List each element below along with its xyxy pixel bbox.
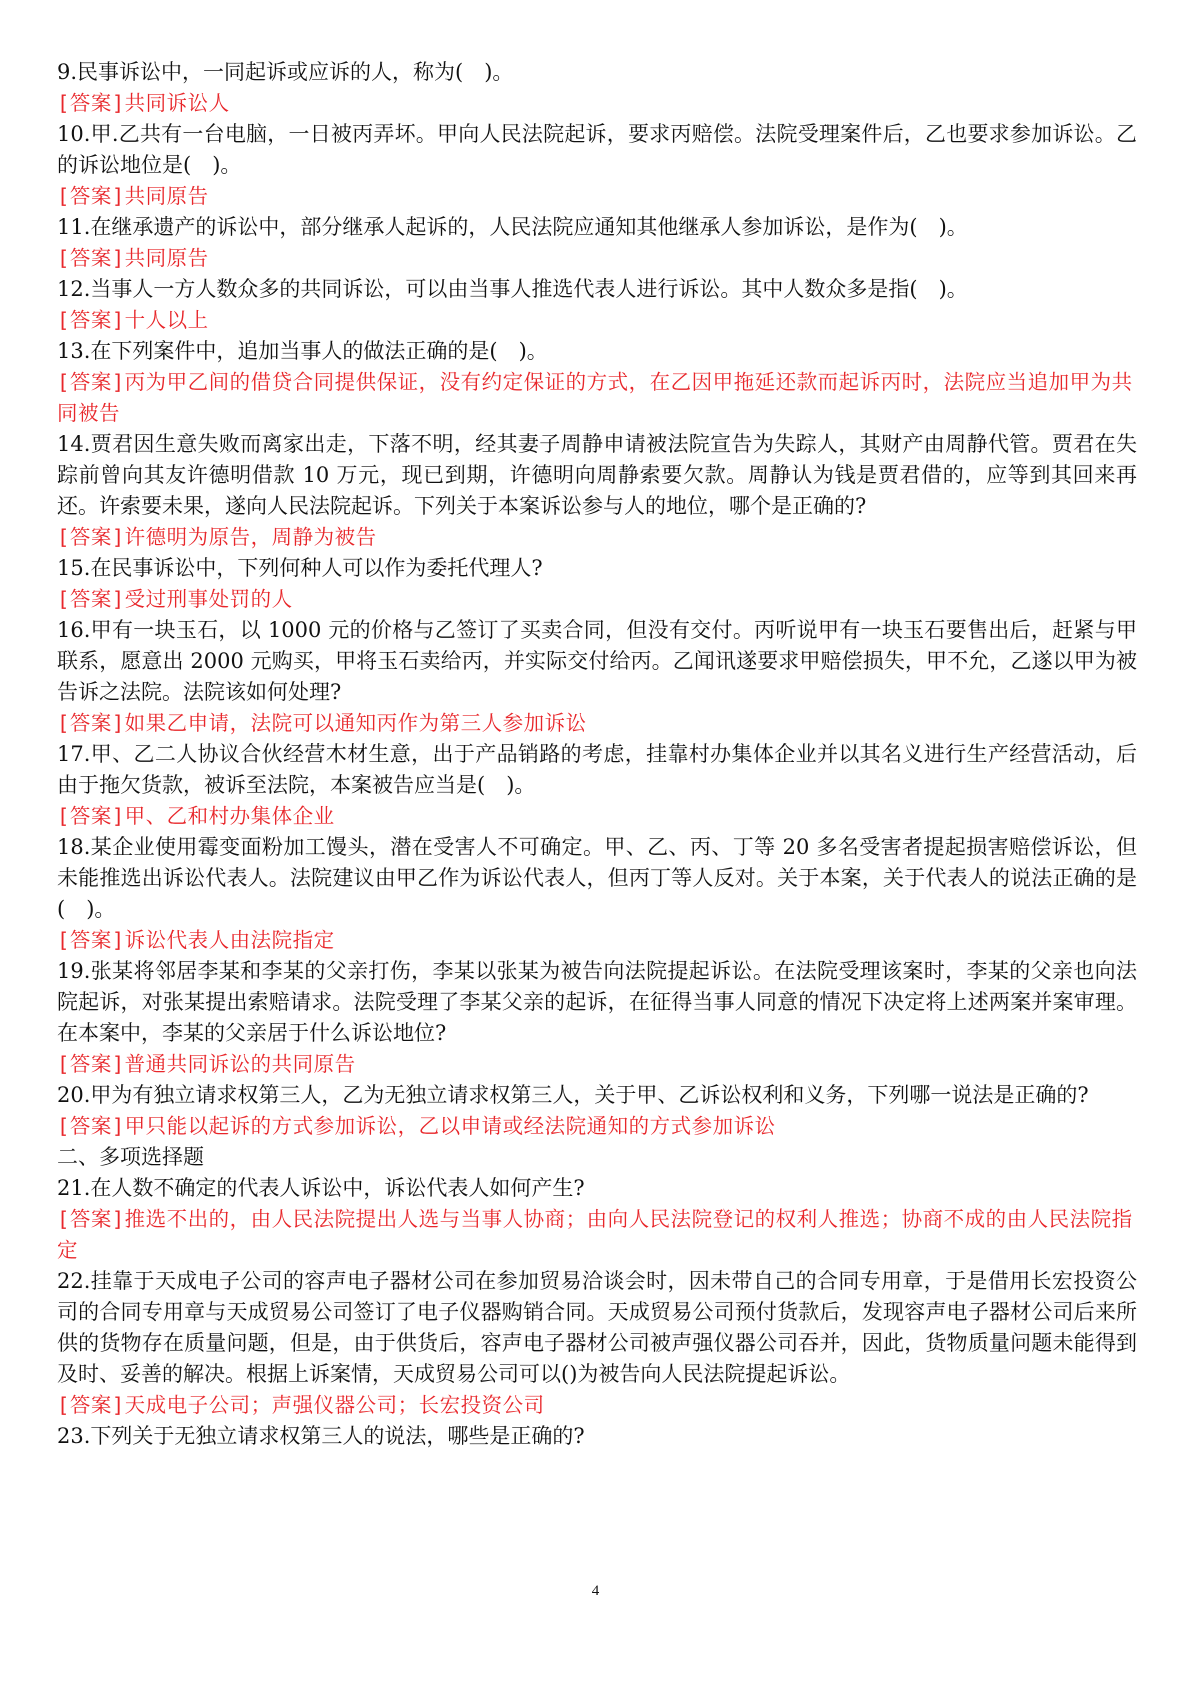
question-20: 20.甲为有独立请求权第三人，乙为无独立请求权第三人，关于甲、乙诉讼权利和义务，下列哪一说法是正确的? (57, 1083, 1089, 1107)
document-body (57, 57, 1137, 1452)
question-21: 21.在人数不确定的代表人诉讼中，诉讼代表人如何产生? (57, 1176, 585, 1200)
answer-15: [答案]受过刑事处罚的人 (57, 587, 293, 611)
question-13: 13.在下列案件中，追加当事人的做法正确的是( )。 (57, 339, 548, 363)
answer-10: [答案]共同原告 (57, 184, 209, 208)
answer-13: [答案]丙为甲乙间的借贷合同提供保证，没有约定保证的方式，在乙因甲拖延还款而起诉丙时，法院应当追加甲为共同被告 (57, 370, 1133, 425)
question-9: 9.民事诉讼中，一同起诉或应诉的人，称为( )。 (57, 60, 514, 84)
answer-17: [答案]甲、乙和村办集体企业 (57, 804, 335, 828)
answer-18: [答案]诉讼代表人由法院指定 (57, 928, 335, 952)
question-17: 17.甲、乙二人协议合伙经营木材生意，出于产品销路的考虑，挂靠村办集体企业并以其名义进行生产经营活动，后由于拖欠货款，被诉至法院，本案被告应当是( )。 (57, 742, 1137, 797)
answer-21: [答案]推选不出的，由人民法院提出人选与当事人协商；由向人民法院登记的权利人推选；协商不成的由人民法院指定 (57, 1207, 1133, 1262)
question-16: 16.甲有一块玉石，以 1000 元的价格与乙签订了买卖合同，但没有交付。丙听说甲有一块玉石要售出后，赶紧与甲联系，愿意出 2000 元购买，甲将玉石卖给丙，并实际交付给丙。乙闻讯遂要求甲赔偿损失，甲不允，乙遂以甲为被告诉之法院。法院该如何处理? (57, 618, 1137, 704)
answer-16: [答案]如果乙申请，法院可以通知丙作为第三人参加诉讼 (57, 711, 587, 735)
question-15: 15.在民事诉讼中，下列何种人可以作为委托代理人? (57, 556, 543, 580)
question-12: 12.当事人一方人数众多的共同诉讼，可以由当事人推选代表人进行诉讼。其中人数众多是指( )。 (57, 277, 968, 301)
question-10: 10.甲.乙共有一台电脑，一日被丙弄坏。甲向人民法院起诉，要求丙赔偿。法院受理案件后，乙也要求参加诉讼。乙的诉讼地位是( )。 (57, 122, 1137, 177)
answer-19: [答案]普通共同诉讼的共同原告 (57, 1052, 356, 1076)
question-14: 14.贾君因生意失败而离家出走，下落不明，经其妻子周静申请被法院宣告为失踪人，其财产由周静代管。贾君在失踪前曾向其友许德明借款 10 万元，现已到期，许德明向周静索要欠款。周静认为钱是贾君借的，应等到其回来再还。许索要未果，遂向人民法院起诉。下列关于本案诉讼参与人的地位，哪个是正确的? (57, 432, 1137, 518)
section-heading: 二、多项选择题 (57, 1145, 204, 1169)
question-22: 22.挂靠于天成电子公司的容声电子器材公司在参加贸易洽谈会时，因未带自己的合同专用章，于是借用长宏投资公司的合同专用章与天成贸易公司签订了电子仪器购销合同。天成贸易公司预付货款后，发现容声电子器材公司后来所供的货物存在质量问题，但是，由于供货后，容声电子器材公司被声强仪器公司吞并，因此，货物质量问题未能得到及时、妥善的解决。根据上诉案情，天成贸易公司可以()为被告向人民法院提起诉讼。 (57, 1269, 1137, 1386)
question-19: 19.张某将邻居李某和李某的父亲打伤，李某以张某为被告向法院提起诉讼。在法院受理该案时，李某的父亲也向法院起诉，对张某提出索赔请求。法院受理了李某父亲的起诉，在征得当事人同意的情况下决定将上述两案并案审理。在本案中，李某的父亲居于什么诉讼地位? (57, 959, 1137, 1045)
page-number: 4 (591, 1583, 600, 1599)
answer-12: [答案]十人以上 (57, 308, 209, 332)
question-23: 23.下列关于无独立请求权第三人的说法，哪些是正确的? (57, 1424, 585, 1448)
answer-11: [答案]共同原告 (57, 246, 209, 270)
question-11: 11.在继承遗产的诉讼中，部分继承人起诉的，人民法院应通知其他继承人参加诉讼，是作为( )。 (57, 215, 968, 239)
answer-22: [答案]天成电子公司；声强仪器公司；长宏投资公司 (57, 1393, 545, 1417)
answer-20: [答案]甲只能以起诉的方式参加诉讼，乙以申请或经法院通知的方式参加诉讼 (57, 1114, 776, 1138)
question-18: 18.某企业使用霉变面粉加工馒头，潜在受害人不可确定。甲、乙、丙、丁等 20 多名受害者提起损害赔偿诉讼，但未能推选出诉讼代表人。法院建议由甲乙作为诉讼代表人，但丙丁等人反对。关于本案，关于代表人的说法正确的是( )。 (57, 835, 1137, 921)
answer-9: [答案]共同诉讼人 (57, 91, 230, 115)
answer-14: [答案]许德明为原告，周静为被告 (57, 525, 377, 549)
